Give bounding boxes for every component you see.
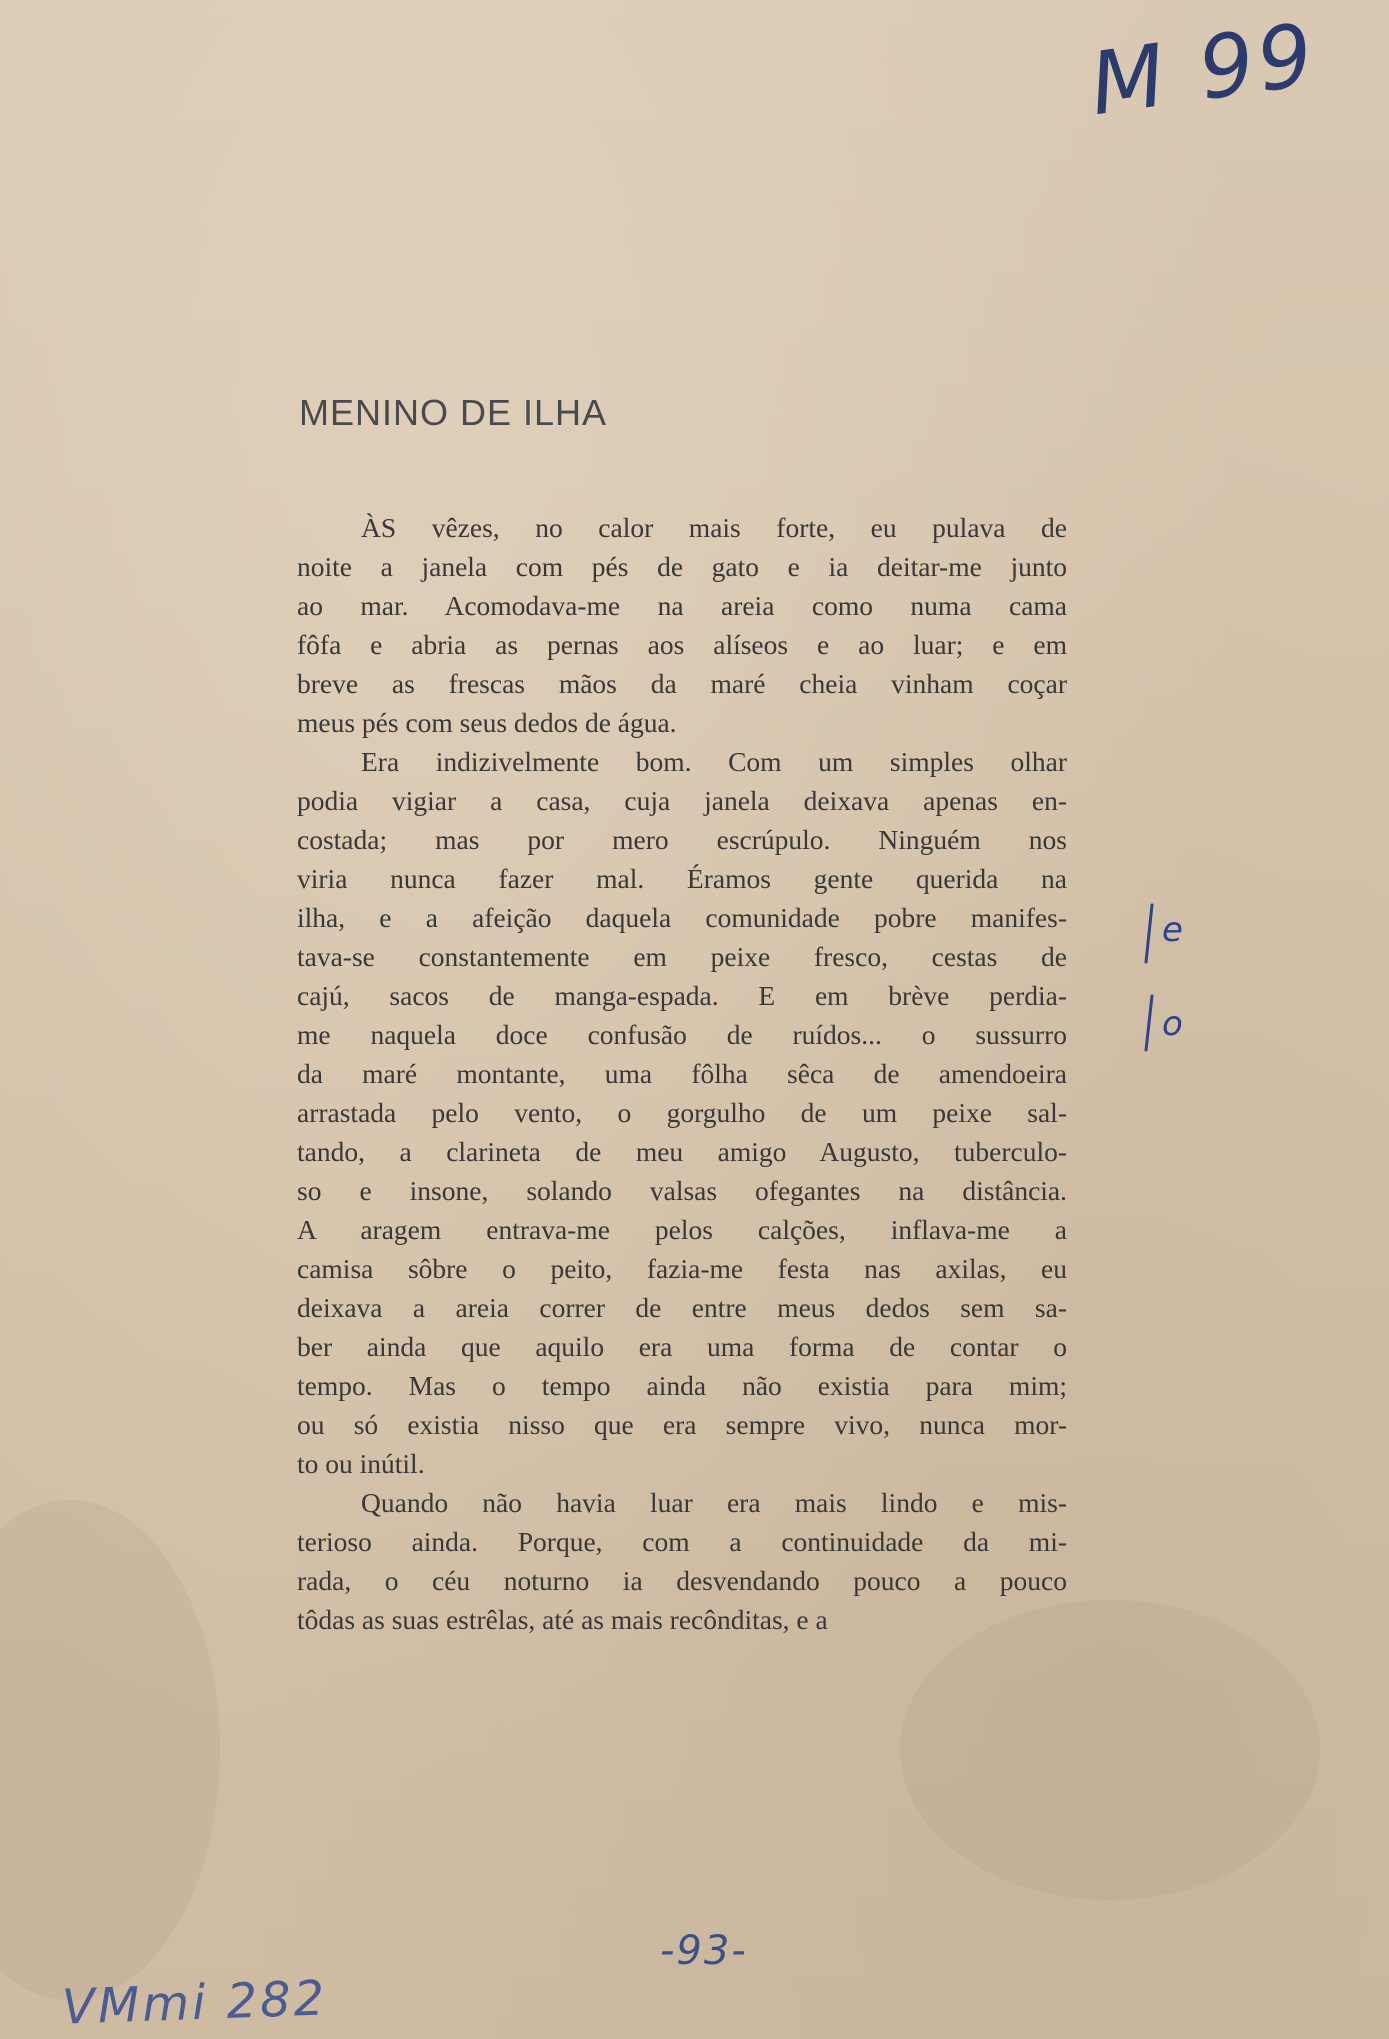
text-line: ber ainda que aquilo era uma forma de contar o: [297, 1331, 1067, 1362]
text-line: rada, o céu noturno ia desvendando pouco a pouco: [297, 1565, 1067, 1596]
text-line: camisa sôbre o peito, fazia-me festa nas axilas, eu: [297, 1253, 1067, 1284]
text-line: fôfa e abria as pernas aos alíseos e ao luar; e em: [297, 629, 1067, 660]
text-line: terioso ainda. Porque, com a continuidade da mi-: [297, 1526, 1067, 1557]
text-line: ao mar. Acomodava-me na areia como numa cama: [297, 590, 1067, 621]
margin-mark-e: e: [1162, 910, 1183, 950]
handwritten-catalog-mark: M 99: [1084, 4, 1323, 136]
text-line: breve as frescas mãos da maré cheia vinham coçar: [297, 668, 1067, 699]
text-line: ilha, e a afeição daquela comunidade pobre manifes-: [297, 902, 1067, 933]
text-line: costada; mas por mero escrúpulo. Ninguém nos: [297, 824, 1067, 855]
chapter-title: MENINO DE ILHA: [299, 392, 608, 433]
text-line: tava-se constantemente em peixe fresco, cestas de: [297, 941, 1067, 972]
text-line: da maré montante, uma fôlha sêca de amendoeira: [297, 1058, 1067, 1089]
margin-mark-o: o: [1162, 1004, 1183, 1044]
text-line: deixava a areia correr de entre meus dedos sem sa-: [297, 1292, 1067, 1323]
text-line: tempo. Mas o tempo ainda não existia para mim;: [297, 1370, 1067, 1401]
text-line: viria nunca fazer mal. Éramos gente querida na: [297, 863, 1067, 894]
text-line: noite a janela com pés de gato e ia deitar-me junto: [297, 551, 1067, 582]
text-line: podia vigiar a casa, cuja janela deixava apenas en-: [297, 785, 1067, 816]
text-line: ou só existia nisso que era sempre vivo, nunca mor-: [297, 1409, 1067, 1440]
text-line: tôdas as suas estrêlas, até as mais recônditas, e a: [297, 1604, 828, 1635]
handwritten-archive-code: VMmi 282: [61, 1970, 329, 2036]
text-line: to ou inútil.: [297, 1448, 425, 1479]
text-line: meus pés com seus dedos de água.: [297, 707, 677, 738]
text-line: A aragem entrava-me pelos calções, inflava-me a: [297, 1214, 1067, 1245]
text-line: Quando não havia luar era mais lindo e mis-: [361, 1487, 1067, 1518]
text-line: arrastada pelo vento, o gorgulho de um peixe sal-: [297, 1097, 1067, 1128]
text-line: me naquela doce confusão de ruídos... o sussurro: [297, 1019, 1067, 1050]
page-number: -93-: [660, 1928, 748, 1974]
paper-stain: [0, 1500, 220, 2000]
text-line: so e insone, solando valsas ofegantes na distância.: [297, 1175, 1067, 1206]
text-line: cajú, sacos de manga-espada. E em brève perdia-: [297, 980, 1067, 1011]
body-text: [297, 508, 1067, 1639]
text-line: tando, a clarineta de meu amigo Augusto, tuberculo-: [297, 1136, 1067, 1167]
text-line: Era indizivelmente bom. Com um simples olhar: [361, 746, 1067, 777]
text-line: ÀS vêzes, no calor mais forte, eu pulava de: [361, 512, 1067, 543]
paper-stain: [900, 1600, 1320, 1900]
